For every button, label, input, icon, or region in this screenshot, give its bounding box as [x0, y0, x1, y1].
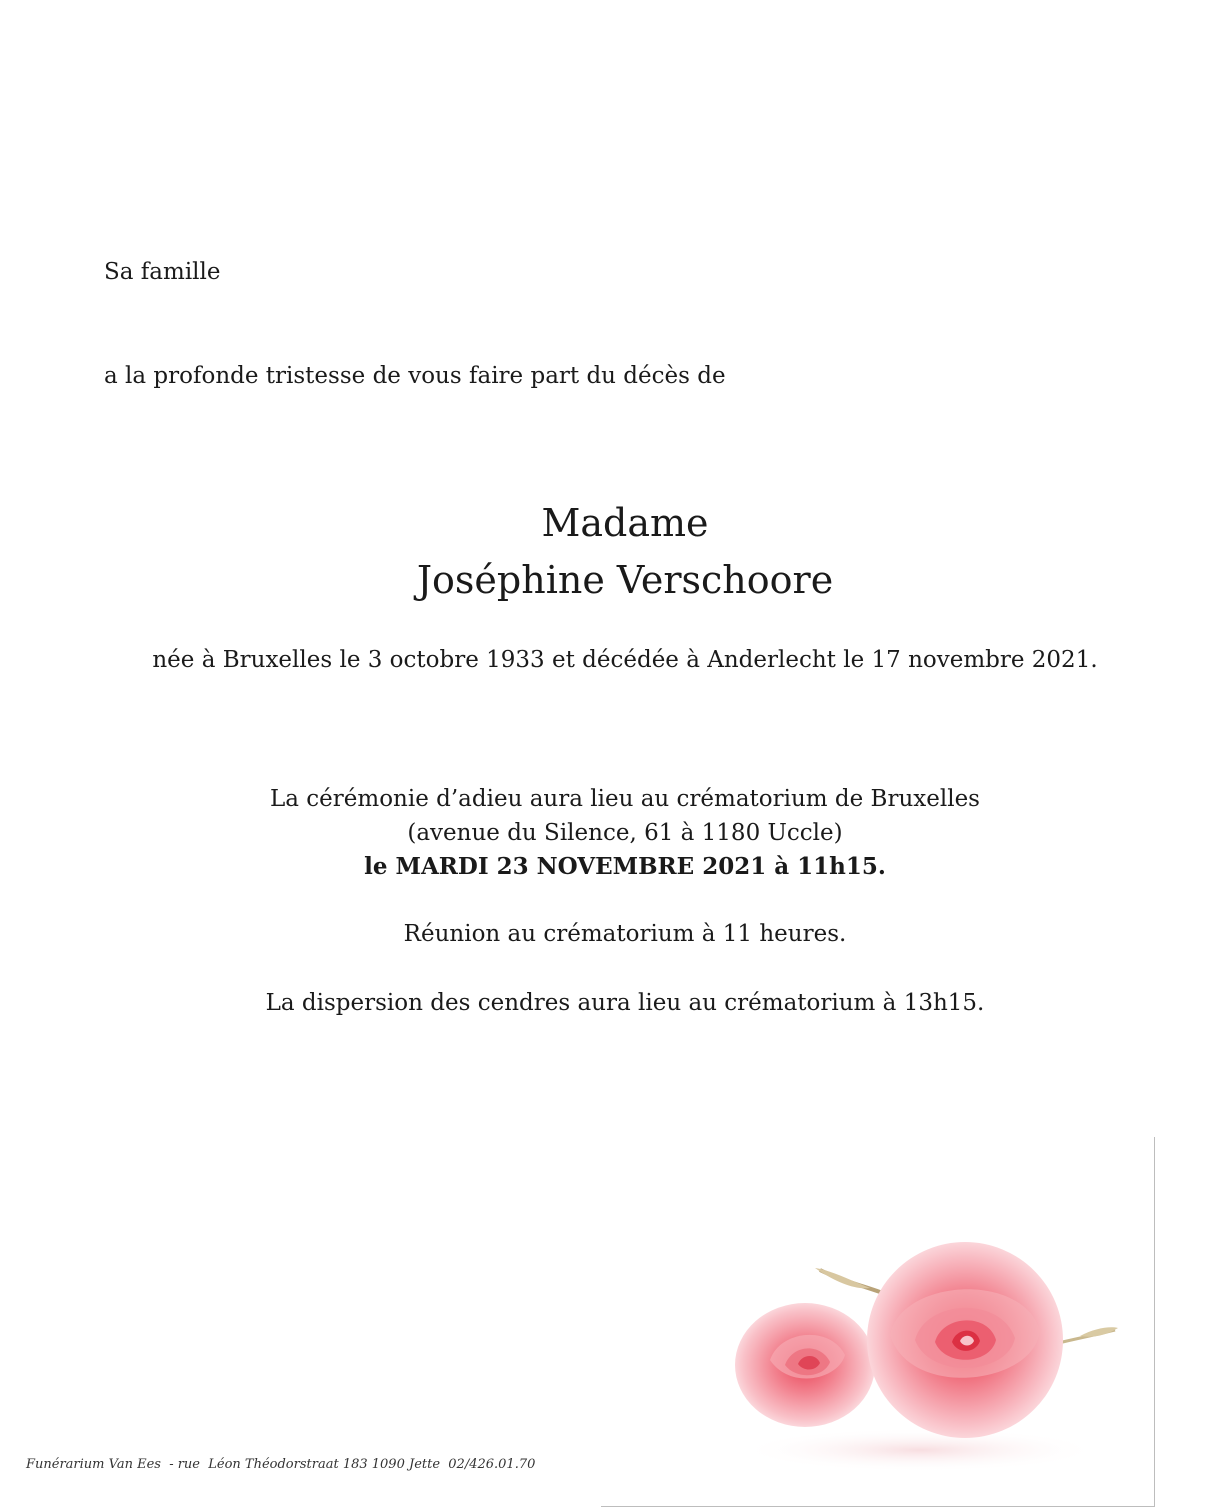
- ceremony-address: (avenue du Silence, 61 à 1180 Uccle): [407, 820, 843, 846]
- ceremony-location: La cérémonie d’adieu aura lieu au crématorium de Bruxelles: [270, 786, 980, 812]
- announcement-line: a la profonde tristesse de vous faire part du décès de: [104, 363, 726, 389]
- ceremony-date: le MARDI 23 NOVEMBRE 2021 à 11h15.: [364, 853, 886, 880]
- family-line: Sa famille: [104, 259, 221, 285]
- frame-right-border: [1154, 1137, 1155, 1507]
- deceased-civility: Madame: [541, 501, 709, 545]
- meeting-line: Réunion au crématorium à 11 heures.: [403, 921, 847, 947]
- birth-death-dates: née à Bruxelles le 3 octobre 1933 et décédée à Anderlecht le 17 novembre 2021.: [152, 647, 1098, 673]
- ceremony-block: [0, 782, 1214, 884]
- dispersion-line: La dispersion des cendres aura lieu au crématorium à 13h15.: [265, 990, 985, 1016]
- frame-bottom-border: [601, 1506, 1155, 1507]
- funeral-home-footer: Funérarium Van Ees - rue Léon Théodorstraat 183 1090 Jette 02/426.01.70: [26, 1457, 536, 1472]
- deceased-name: Joséphine Verschoore: [416, 558, 834, 602]
- pink-roses-image: [720, 1210, 1130, 1480]
